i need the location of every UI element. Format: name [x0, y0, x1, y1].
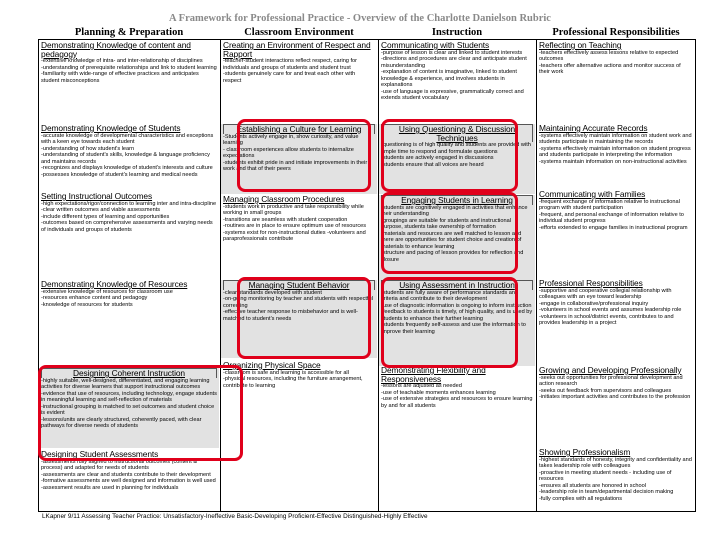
component-4f-title: Showing Professionalism: [539, 448, 631, 457]
rubric-item: -seeks out feedback from supervisors and colleagues: [539, 387, 672, 394]
component-1d: [39, 280, 219, 364]
rubric-item: -volunteers in school/district events, contributes to and provides leadership in a project: [539, 313, 674, 327]
rubric-item: -systems effectively maintain information on student work and students participate in maintaining the records: [539, 132, 692, 146]
column-header-classroom-environment: Classroom Environment: [244, 27, 354, 38]
rubric-item: -clear standards developed with student: [223, 289, 322, 296]
component-4b: [537, 124, 694, 190]
component-3b-title: Using Questioning & Discussion Techniques: [381, 124, 533, 142]
component-3a: [379, 41, 535, 123]
rubric-item: -familiarity with wide-range of effective practices and anticipates student misconceptions: [41, 71, 199, 84]
rubric-item: -resources enhance content and pedagogy: [41, 295, 148, 302]
rubric-item: -evidence that use of resources, including technology, engage students in meaningful learning and self-reflection of materials: [41, 390, 217, 404]
rubric-item: -outcomes based on comprehensive assessments and varying needs of individuals and groups of students: [41, 220, 213, 233]
rubric-item: -clear written outcomes and viable assessments: [41, 207, 161, 214]
component-4f: [537, 448, 694, 511]
rubric-item: -fully complies with all regulations: [539, 495, 623, 502]
component-4e-title: Growing and Developing Professionally: [539, 366, 682, 375]
rubric-item: -teachers effectively assess lessons relative to expected outcomes: [539, 49, 679, 63]
rubric-item: -high expectations/rigor/connection to learning inter and intra-discipline: [41, 200, 217, 207]
rubric-item: -feedback to students is timely, of high quality, and is used by students to enhance their further learning: [381, 309, 533, 322]
rubric-item: -systems exist for non-instructional duties -volunteers and paraprofessionals contribute: [223, 229, 366, 243]
component-1e-title: Designing Coherent Instruction: [41, 368, 217, 378]
rubric-item: -volunteers in school events and assumes leadership role: [539, 307, 682, 314]
rubric-item: -lessons/units are clearly structured, coherently paced, with clear pathways for diverse needs of students: [41, 416, 202, 430]
component-1c-title: Setting Instructional Outcomes: [41, 192, 153, 201]
grid-line: [38, 39, 696, 40]
component-1b: [39, 124, 219, 192]
component-1a-title: Demonstrating Knowledge of content and pedagogy: [41, 41, 191, 59]
highlight-box-student-behavior: [237, 277, 371, 359]
highlight-box-culture-for-learning: [237, 119, 371, 192]
rubric-item: -students frequently self-assess and use the information to improve their learning: [381, 322, 526, 335]
rubric-item: -classroom is safe and learning is accessible for all: [223, 369, 349, 376]
rubric-item: -extensive knowledge of resources for classroom use: [41, 288, 173, 295]
component-3e-title: Demonstrating Flexibility and Responsiveness: [381, 366, 486, 384]
rubric-item: -students genuinely care for and treat each other with respect: [223, 71, 356, 84]
component-4a-title: Reflecting on Teaching: [539, 41, 622, 50]
component-4c: [537, 190, 694, 272]
rubric-item: -groupings are suitable for students and instructional purpose, students take ownership of formation: [381, 217, 511, 231]
rubric-item: -use of diagnostic information is ongoing to inform instruction: [381, 302, 532, 309]
rubric-item: -proactive in meeting student needs - including use of resources: [539, 469, 672, 483]
rubric-item: -use of extensive strategies and resources to ensure learning by and for all students: [381, 396, 533, 409]
rubric-item: -lessons are adjusted as needed: [381, 383, 462, 390]
rubric-item: -instructional grouping is matched to set outcomes and student choice is evident: [41, 403, 215, 417]
highlight-box-assessment: [381, 277, 518, 368]
rubric-item: -efforts extended to engage families in instructional program: [539, 224, 688, 231]
highlight-box-coherent-instruction: [38, 365, 243, 461]
rubric-item: -purpose of lesson is clear and linked to student interests: [381, 49, 523, 56]
rubric-item: -students ensure that all voices are heard: [381, 161, 484, 168]
rubric-item: -knowledge of resources for students: [41, 301, 133, 308]
component-4a: [537, 41, 694, 123]
grid-line: [38, 511, 696, 512]
component-2e: [221, 361, 377, 511]
rubric-item: -assessments are clear and students contribute to their development: [41, 471, 211, 478]
rubric-item: -accurate knowledge of developmental characteristics and exceptions with a keen eye towards each student: [41, 132, 214, 146]
rubric-item: -systems effectively maintain information on student progress and students participate in interpreting the information: [539, 145, 691, 159]
rubric-item: -systems maintain information on non-instructional activities: [539, 158, 687, 165]
column-header-professional-responsibilities: Professional Responsibilities: [552, 27, 680, 38]
component-3e: [379, 366, 535, 511]
rubric-item: -students exhibit pride in and initiate improvements in their work and that of their peers: [223, 159, 368, 173]
rubric-item: -structure and pacing of lesson provides for reflection and closure: [381, 250, 524, 263]
rubric-item: -initiates important activities and contributes to the profession: [539, 394, 691, 401]
rubric-item: -engage in collaborative/professional inquiry: [539, 300, 649, 307]
rubric-item: -assessments fully aligned to instructional outcomes (content & process) and adapted for needs of students: [41, 458, 198, 472]
component-2e-title: Organizing Physical Space: [223, 361, 321, 370]
rubric-item: -transitions are seamless with student cooperation: [223, 216, 348, 223]
rubric-item: -routines are in place to ensure optimum use of resources: [223, 223, 367, 230]
highlight-box-questioning: [381, 119, 518, 192]
component-2a: [221, 41, 377, 123]
rubric-item: -supportive and cooperative collegial relationship with colleagues with an eye toward leadership: [539, 287, 672, 301]
rubric-item: -explanation of content is imaginative, linked to student knowledge & experience, and involves students in explanations: [381, 69, 517, 89]
rubric-item: -include different types of learning and opportunities: [41, 213, 170, 220]
highlight-box-engaging-students: [381, 192, 518, 274]
component-2d-title: Managing Student Behavior: [223, 280, 375, 290]
rubric-item: - classroom experiences allow students to internalize expectations: [223, 146, 354, 160]
rubric-item: -understanding of student's skills, knowledge & language proficiency and maintains records: [41, 152, 210, 165]
component-2c-title: Managing Classroom Procedures: [223, 195, 345, 204]
rubric-item: -highest standards of honesty, integrity and confidentiality and takes leadership role with colleagues: [539, 456, 692, 470]
component-1d-title: Demonstrating Knowledge of Resources: [41, 280, 188, 289]
rubric-item: -highly suitable, well-designed, differentiated, and engaging learning activities for diverse learners that support instructional outcomes: [41, 377, 210, 391]
component-4d: [537, 279, 694, 363]
rubric-item: -Students actively engage in, show curiosity, and value learning: [223, 133, 359, 147]
rubric-item: -teachers offer alternative actions and monitor success of their work: [539, 62, 681, 76]
component-4e: [537, 366, 694, 448]
page-title: A Framework for Professional Practice - Overview of the Charlotte Danielson Rubric: [169, 13, 551, 24]
rubric-item: -understanding of how student's learn: [41, 145, 135, 152]
component-3d-title: Using Assessment in Instruction: [381, 280, 533, 290]
rubric-item: -frequent, and personal exchange of information relative to individual student progress: [539, 211, 684, 225]
component-4c-title: Communicating with Families: [539, 190, 646, 199]
rubric-item: -leadership role in team/departmental decision making: [539, 489, 674, 496]
component-1c: [39, 192, 219, 276]
component-4d-title: Professional Responsibilities: [539, 279, 643, 288]
rubric-item: -effective teacher response to misbehavior and is well-matched to student's needs: [223, 309, 358, 322]
rubric-item: -extensive knowledge of intra- and inter-relationship of disciplines: [41, 58, 203, 65]
rubric-item: -ensures all students are honored in school: [539, 482, 646, 489]
rubric-item: -use of teachable moments enhances learning: [381, 389, 496, 396]
rubric-item: -frequent exchange of information relative to instructional program with student participation: [539, 198, 680, 212]
rubric-item: -teacher-student interactions reflect respect, caring for individuals and groups of students and student trust: [223, 58, 358, 71]
component-1a: [39, 41, 219, 123]
component-1f-title: Designing Student Assessments: [41, 450, 159, 459]
rubric-item: -seeks out opportunities for professional development and action research: [539, 374, 683, 388]
rubric-item: -students are cognitively engaged in activities that enhance their understanding: [381, 204, 528, 218]
rubric-item: -materials and resources are well matched to lesson and there are opportunities for student choice and creation of materials to enhance learning: [381, 230, 522, 250]
rubric-item: -students are actively engaged in discussions: [381, 155, 494, 162]
component-3a-title: Communicating with Students: [381, 41, 490, 50]
rubric-item: -physical resources, including the furniture arrangement, contribute to learning: [223, 376, 363, 389]
component-2a-title: Creating an Environment of Respect and Rapport: [223, 41, 371, 59]
rubric-item: -recognizes and displays knowledge of student's interests and culture: [41, 165, 213, 172]
component-2b-title: Establishing a Culture for Learning: [223, 124, 375, 134]
component-4b-title: Maintaining Accurate Records: [539, 124, 648, 133]
rubric-item: -students are fully aware of performance standards and criteria and contribute to their development: [381, 289, 519, 303]
column-header-planning: Planning & Preparation: [74, 27, 184, 38]
rubric-item: -students work in productive and take responsibility while working in small groups: [223, 203, 364, 217]
rubric-item: -understanding of prerequisite relationships and link to student learning: [41, 64, 217, 71]
column-header-instruction: Instruction: [431, 27, 483, 38]
rubric-item: -directions and procedures are clear and anticipate student misunderstanding: [381, 56, 527, 69]
component-1b-title: Demonstrating Knowledge of Students: [41, 124, 181, 133]
rubric-item: -assessment results are used in planning for individuals: [41, 484, 179, 491]
grid-line: [695, 39, 696, 512]
rubric-item: -use of language is expressive, grammatically correct and extends student vocabulary: [381, 88, 524, 102]
rubric-item: -on-going monitoring by teacher and students with respectful correcting: [223, 296, 373, 309]
component-3c-title: Engaging Students in Learning: [381, 195, 533, 205]
rubric-item: -possesses knowledge of student's learning and medical needs: [41, 171, 198, 178]
rubric-item: -formative assessments are well designed and information is well used: [41, 478, 216, 485]
footer-note: LKapner 9/11 Assessing Teacher Practice: Unsatisfactory-Ineffective Basic-Developing Proficient-Effective Distinguished-Highly Effective: [42, 513, 428, 520]
rubric-item: -questioning is of high quality and students are provided with ample time to respond and formulate questions: [381, 142, 531, 155]
